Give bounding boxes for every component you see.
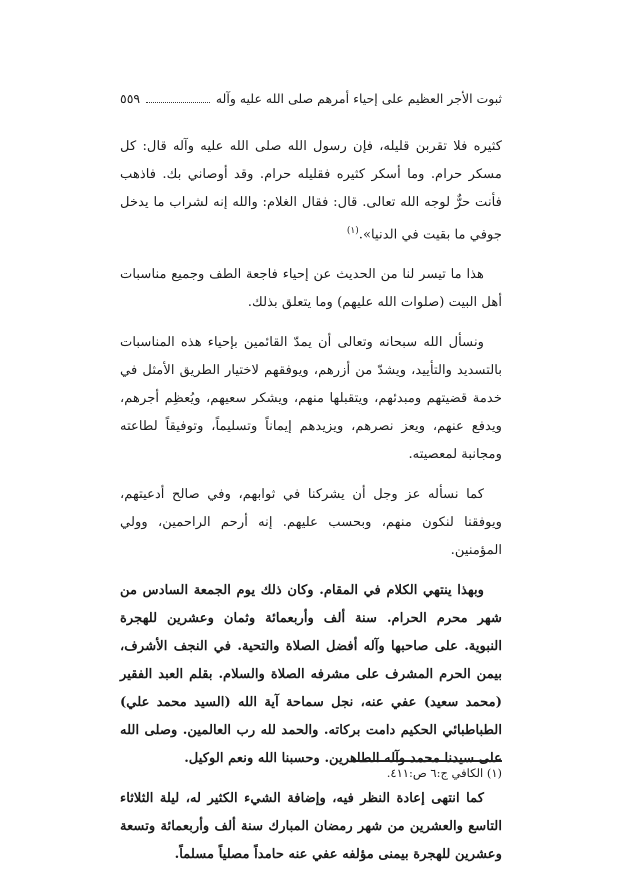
footnote: (١) الكافي ج:٦ ص:٤١١. <box>386 766 502 780</box>
footnote-ref: (١) <box>346 226 359 236</box>
paragraph-4: كما نسأله عز وجل أن يشركنا في ثوابهم، وفي صالح أدعيتهم، ويوفقنا لنكون منهم، وبحسب عليهم. إنه أرحم الراحمين، وولي المؤمنين. <box>120 487 502 559</box>
footnote-separator <box>352 760 502 762</box>
running-header <box>120 90 502 116</box>
paragraph-3: ونسأل الله سبحانه وتعالى أن يمدّ القائمين بإحياء هذه المناسبات بالتسديد والتأييد، ويشدّ من أزرهم، ويوفقهم لاختيار الطريق الأمثل في خدمة قضيتهم ومبدئهم، ويتقبلها منهم، ويشكر سعيهم، ويُعظِم أجرهم، ويدفع عنهم، ويعز نصرهم، ويزيدهم إيماناً وتسليماً، وتوفيقاً لطاعته ومجانبة لمعصيته. <box>120 335 502 463</box>
running-title: ثبوت الأجر العظيم على إحياء أمرهم صلى الله عليه وآله <box>215 91 502 106</box>
paragraph-6: كما انتهى إعادة النظر فيه، وإضافة الشيء الكثير له، ليلة الثلاثاء التاسع والعشرين من شهر رمضان المبارك سنة ألف وأربعمائة وتسعة وعشرين للهجرة بيمنى مؤلفه عفي عنه حامداً مصلياً مسلماً. <box>120 791 502 863</box>
page-number: ٥٥٩ <box>120 91 141 106</box>
paragraph-1: كثيره فلا تقربن قليله، فإن رسول الله صلى الله عليه وآله قال: كل مسكر حرام. وما أسكر كثيره فقليله حرام. وقد أوصاني بك. فاذهب فأنت حرٌّ لوجه الله تعالى. قال: فقال الغلام: والله إنه لشراب ما يدخل جوفي ما بقيت في الدنيا».$^{(١)}$ <box>120 139 502 243</box>
header-dot-leader <box>146 90 210 103</box>
paragraph-2: هذا ما تيسر لنا من الحديث عن إحياء فاجعة الطف وجميع مناسبات أهل البيت (صلوات الله عليهم) وما يتعلق بذلك. <box>120 267 502 311</box>
paragraph-5: وبهذا ينتهي الكلام في المقام. وكان ذلك يوم الجمعة السادس من شهر محرم الحرام. سنة ألف وأربعمائة وثمان وعشرين للهجرة النبوية. على صاحبها وآله أفضل الصلاة والتحية. في النجف الأشرف، بيمن الحرم المشرف على مشرفه الصلاة والسلام. بقلم العبد الفقير (محمد سعيد) عفي عنه، نجل سماحة آية الله (السيد محمد علي) الطباطبائي الحكيم دامت بركاته. والحمد لله رب العالمين. وصلى الله على سيدنا محمد وآله الطاهرين. وحسبنا الله ونعم الوكيل. <box>120 583 502 767</box>
